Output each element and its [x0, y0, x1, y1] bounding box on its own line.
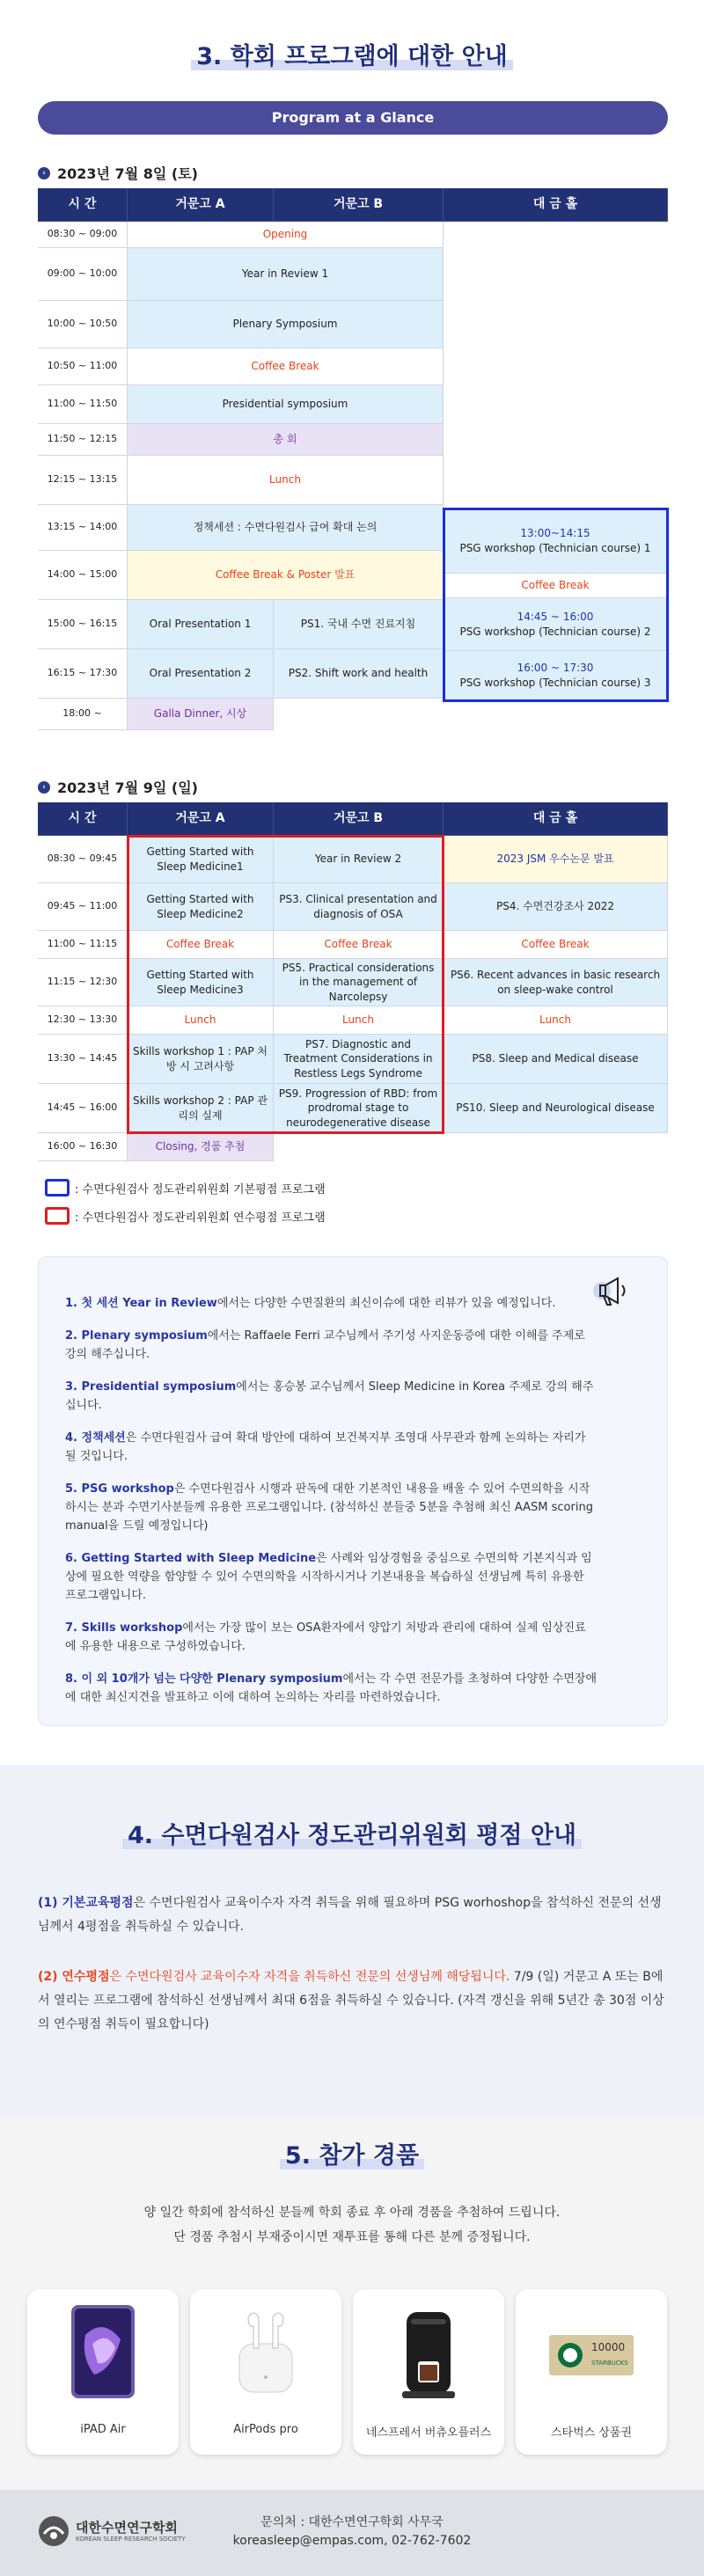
day1-time: 11:00 ~ 11:50 — [38, 385, 128, 424]
legend-red-label: : 수면다원검사 정도관리위원회 연수평점 프로그램 — [75, 1211, 326, 1225]
note-text: 에서는 다양한 수면질환의 최신이슈에 대한 리뷰가 있을 예정입니다. — [216, 1297, 556, 1310]
note-key: 8. 이 외 10개가 넘는 다양한 Plenary symposium — [65, 1672, 343, 1686]
day2-time: 14:45 ~ 16:00 — [38, 1084, 128, 1133]
day1-psg-workshop-3 — [444, 651, 668, 700]
day2-room-b-lunch: Lunch — [274, 1006, 444, 1035]
psg1-time: 13:00~14:15 — [520, 527, 590, 540]
day1-time: 15:00 ~ 16:15 — [38, 600, 128, 649]
continuing-credit-key: (2) 연수평점 — [38, 1970, 110, 1984]
note-text: 에서는 홍승봉 교수님께서 Sleep Medicine in Korea 주제로 강의 해주십니다. — [65, 1380, 594, 1412]
day2-header-time: 시 간 — [38, 802, 128, 836]
day2-hall-coffee: Coffee Break — [444, 931, 668, 959]
day2-time: 16:00 ~ 16:30 — [38, 1133, 128, 1161]
psg2-time: 14:45 ~ 16:00 — [517, 611, 594, 624]
note-item — [65, 1378, 628, 1415]
day1-time: 16:15 ~ 17:30 — [38, 649, 128, 699]
section3-title-text: 3. 학회 프로그램에 대한 안내 — [191, 43, 513, 70]
note-key: 2. Plenary symposium — [65, 1329, 208, 1343]
day1-time: 18:00 ~ — [38, 699, 128, 730]
note-text: 에서는 가장 많이 보는 OSA환자에서 양압기 처방과 관리에 대하여 실제 임상진료에 유용한 내용으로 구성하였습니다. — [65, 1621, 586, 1653]
day2-time: 08:30 ~ 09:45 — [38, 836, 128, 883]
day2-schedule-table — [38, 802, 668, 1167]
day2-header-room-b: 거문고 B — [274, 802, 444, 836]
day1-ps2: PS2. Shift work and health — [274, 649, 444, 699]
day1-time: 08:30 ~ 09:00 — [38, 222, 128, 248]
prizes-line-2: 단 경품 추첨시 부재중이시면 재투표를 통해 다른 분께 증정됩니다. — [173, 2230, 531, 2244]
day2-room-b-coffee: Coffee Break — [274, 931, 444, 959]
note-item — [65, 1327, 628, 1364]
day2-heading-text: 2023년 7월 9일 (일) — [57, 779, 198, 796]
prize-card-nespresso — [353, 2289, 504, 2455]
day1-psg-workshop-1 — [444, 509, 668, 574]
psg1-title: PSG workshop (Technician course) 1 — [459, 541, 651, 554]
day2-room-a-session: Skills workshop 2 : PAP 관리의 실제 — [128, 1084, 274, 1133]
voucher-brand: STARBUCKS — [591, 2360, 628, 2367]
day2-room-a-session: Getting Started with Sleep Medicine1 — [128, 836, 274, 883]
day2-room-b-session: PS5. Practical considerations in the management of Narcolepsy — [274, 959, 444, 1006]
chevron-right-icon: › — [38, 167, 50, 179]
day2-time: 09:45 ~ 11:00 — [38, 883, 128, 931]
note-key: 1. 첫 세션 Year in Review — [65, 1297, 217, 1310]
day1-coffee-poster: Coffee Break & Poster 발표 — [128, 551, 444, 600]
day2-room-b-session: PS7. Diagnostic and Treatment Considerations in Restless Legs Syndrome — [274, 1035, 444, 1084]
coffee-machine-image — [385, 2300, 473, 2405]
day1-time: 11:50 ~ 12:15 — [38, 424, 128, 456]
day1-schedule-table — [38, 188, 668, 735]
note-key: 3. Presidential symposium — [65, 1380, 237, 1394]
legend-basic-credit — [45, 1179, 326, 1197]
basic-credit-key: (1) 기본교육평점 — [38, 1896, 134, 1910]
day2-heading — [38, 777, 198, 797]
day2-hall-session: PS10. Sleep and Neurological disease — [444, 1084, 668, 1133]
day2-header-room-a: 거문고 A — [128, 802, 274, 836]
day1-lunch: Lunch — [128, 456, 444, 505]
basic-credit-text: 은 수면다원검사 교육이수자 자격 취득을 위해 필요하며 PSG worhoshop을 참석하신 전문의 선생님께서 4평점을 취득하실 수 있습니다. — [38, 1896, 662, 1934]
day1-time: 13:15 ~ 14:00 — [38, 505, 128, 551]
note-text: 에서는 각 수면 전문가를 초청하여 다양한 수면장애에 대한 최신지견을 발표하고 이에 대하여 논의하는 자리를 마련하였습니다. — [65, 1672, 597, 1704]
day1-heading — [38, 163, 198, 183]
day2-room-b-session: PS3. Clinical presentation and diagnosis of OSA — [274, 883, 444, 931]
note-item — [65, 1670, 628, 1707]
note-item — [65, 1294, 628, 1313]
basic-credit-paragraph — [38, 1892, 668, 1939]
day1-psg-workshop-2 — [444, 598, 668, 651]
day2-time: 13:30 ~ 14:45 — [38, 1035, 128, 1084]
day1-time: 10:50 ~ 11:00 — [38, 348, 128, 385]
day1-oral-presentation-1: Oral Presentation 1 — [128, 600, 274, 649]
program-at-a-glance-banner: Program at a Glance — [38, 101, 668, 135]
day2-closing: Closing, 경품 추첨 — [128, 1133, 274, 1161]
day2-hall-session: PS4. 수면건강조사 2022 — [444, 883, 668, 931]
note-item — [65, 1549, 628, 1605]
day1-year-in-review-1: Year in Review 1 — [128, 248, 444, 301]
note-key: 5. PSG workshop — [65, 1482, 174, 1496]
day2-room-b-session: PS9. Progression of RBD: from prodromal stage to neurodegenerative disease — [274, 1084, 444, 1133]
day1-gala-dinner: Galla Dinner, 시상 — [128, 699, 274, 730]
section4-title — [0, 1816, 704, 1850]
prizes-line-1: 양 일간 학회에 참석하신 분들께 학회 종료 후 아래 경품을 추첨하여 드립니다. — [143, 2206, 561, 2220]
note-text: 은 수면다원검사 시행과 판독에 대한 기본적인 내용을 배울 수 있어 수면의학을 시작하시는 분과 수면기사분들께 유용한 프로그램입니다. (참석하신 분들중 5분을 추첨해 최신 AASM scoring manual을 드릴 예정입니다) — [65, 1482, 593, 1533]
prize-name: iPAD Air — [80, 2423, 126, 2436]
day2-hall-session: 2023 JSM 우수논문 발표 — [444, 836, 668, 883]
footer — [0, 2490, 704, 2576]
blue-swatch — [45, 1179, 70, 1197]
voucher-amount: 10000 — [591, 2341, 626, 2353]
note-text: 은 사례와 임상경험을 중심으로 수면의학 기본지식과 임상에 필요한 역량을 함양할 수 있어 수면의학을 시작하시거나 기본내용을 복습하실 선생님께 특히 유용한 프로그램입니다. — [65, 1552, 592, 1602]
day1-time: 09:00 ~ 10:00 — [38, 248, 128, 301]
note-item — [65, 1429, 628, 1466]
note-text: 에서는 Raffaele Ferri 교수님께서 주기성 사지운동증에 대한 이해를 주제로 강의 해주십니다. — [65, 1329, 585, 1361]
gift-card-image — [547, 2300, 635, 2405]
day1-ps1: PS1. 국내 수면 진료지침 — [274, 600, 444, 649]
day2-time: 12:30 ~ 13:30 — [38, 1006, 128, 1035]
legend-continuing-credit — [45, 1207, 326, 1225]
day1-time: 12:15 ~ 13:15 — [38, 456, 128, 505]
continuing-credit-paragraph — [38, 1965, 668, 2037]
day2-header-hall: 대 금 홀 — [444, 802, 668, 836]
day1-header-room-a: 거문고 A — [128, 188, 274, 222]
note-item — [65, 1480, 628, 1535]
day1-header-time: 시 간 — [38, 188, 128, 222]
day1-policy-session: 정책세션 : 수면다원검사 급여 확대 논의 — [128, 505, 444, 551]
ipad-image — [59, 2300, 147, 2405]
day1-opening: Opening — [128, 222, 444, 248]
day2-time: 11:00 ~ 11:15 — [38, 931, 128, 959]
day1-general-meeting: 총 회 — [128, 424, 444, 456]
note-key: 4. 정책세션 — [65, 1431, 126, 1445]
credit-info-section — [0, 1765, 704, 2117]
day2-room-a-coffee: Coffee Break — [128, 931, 274, 959]
day1-psg-coffee-break: Coffee Break — [444, 574, 668, 598]
day1-time: 10:00 ~ 10:50 — [38, 301, 128, 348]
section5-title — [0, 2136, 704, 2170]
day2-hall-session: PS6. Recent advances in basic research on sleep-wake control — [444, 959, 668, 1006]
day1-heading-text: 2023년 7월 8일 (토) — [57, 165, 198, 182]
section3-title — [0, 37, 704, 71]
prize-card-starbucks — [516, 2289, 667, 2455]
day2-room-a-lunch: Lunch — [128, 1006, 274, 1035]
day1-time: 14:00 ~ 15:00 — [38, 551, 128, 600]
day2-room-a-session: Getting Started with Sleep Medicine3 — [128, 959, 274, 1006]
day1-header-hall: 대 금 홀 — [444, 188, 668, 222]
section5-title-text: 5. 참가 경품 — [280, 2142, 424, 2170]
prize-card-airpods — [190, 2289, 341, 2455]
note-key: 7. Skills workshop — [65, 1621, 183, 1635]
society-english-name: KOREAN SLEEP RESEARCH SOCIETY — [76, 2536, 186, 2543]
day2-hall-session: PS8. Sleep and Medical disease — [444, 1035, 668, 1084]
section4-title-text: 4. 수면다원검사 정도관리위원회 평점 안내 — [122, 1822, 582, 1849]
megaphone-icon — [591, 1271, 634, 1310]
day1-presidential-symposium: Presidential symposium — [128, 385, 444, 424]
psg2-title: PSG workshop (Technician course) 2 — [459, 625, 651, 638]
airpods-image — [222, 2300, 310, 2405]
psg3-title: PSG workshop (Technician course) 3 — [459, 676, 651, 689]
note-item — [65, 1619, 628, 1656]
prize-name: 네스프레서 버츄오플러스 — [365, 2426, 492, 2440]
note-key: 6. Getting Started with Sleep Medicine — [65, 1552, 317, 1565]
day2-time: 11:15 ~ 12:30 — [38, 959, 128, 1006]
day2-hall-lunch: Lunch — [444, 1006, 668, 1035]
chevron-right-icon: › — [38, 781, 50, 794]
society-name: 대한수면연구학회 — [76, 2520, 178, 2536]
day1-coffee-break: Coffee Break — [128, 348, 444, 385]
program-notes-box — [38, 1256, 668, 1726]
legend-blue-label: : 수면다원검사 정도관리위원회 기본평점 프로그램 — [75, 1182, 326, 1197]
psg3-time: 16:00 ~ 17:30 — [517, 662, 594, 675]
prize-card-ipad — [27, 2289, 179, 2455]
continuing-credit-text: 7/9 (일) 거문고 A 또는 B에서 열리는 프로그램에 참석하신 선생님께서 최대 6점을 취득하실 수 있습니다. (자격 갱신을 위해 5년간 총 30점 이상의 연수평점 취득이 필요합니다) — [38, 1970, 664, 2031]
prize-name: 스타벅스 상품권 — [550, 2426, 633, 2440]
contact-label: 문의처 : 대한수면연구학회 사무국 — [260, 2515, 444, 2529]
day1-plenary-symposium: Plenary Symposium — [128, 301, 444, 348]
day2-room-a-session: Getting Started with Sleep Medicine2 — [128, 883, 274, 931]
day2-room-b-session: Year in Review 2 — [274, 836, 444, 883]
note-text: 은 수면다원검사 급여 확대 방안에 대하여 보건복지부 조영대 사무관과 함께 논의하는 자리가 될 것입니다. — [65, 1431, 586, 1463]
red-swatch — [45, 1207, 70, 1225]
prize-name: AirPods pro — [233, 2423, 298, 2436]
day2-room-a-session: Skills workshop 1 : PAP 처방 시 고려사항 — [128, 1035, 274, 1084]
continuing-credit-highlight: 은 수면다원검사 교육이수자 자격을 취득하신 전문의 선생님께 해당됩니다. — [109, 1970, 510, 1984]
day1-header-room-b: 거문고 B — [274, 188, 444, 222]
day1-oral-presentation-2: Oral Presentation 2 — [128, 649, 274, 699]
contact-info: koreasleep@empas.com, 02-762-7602 — [232, 2534, 472, 2548]
